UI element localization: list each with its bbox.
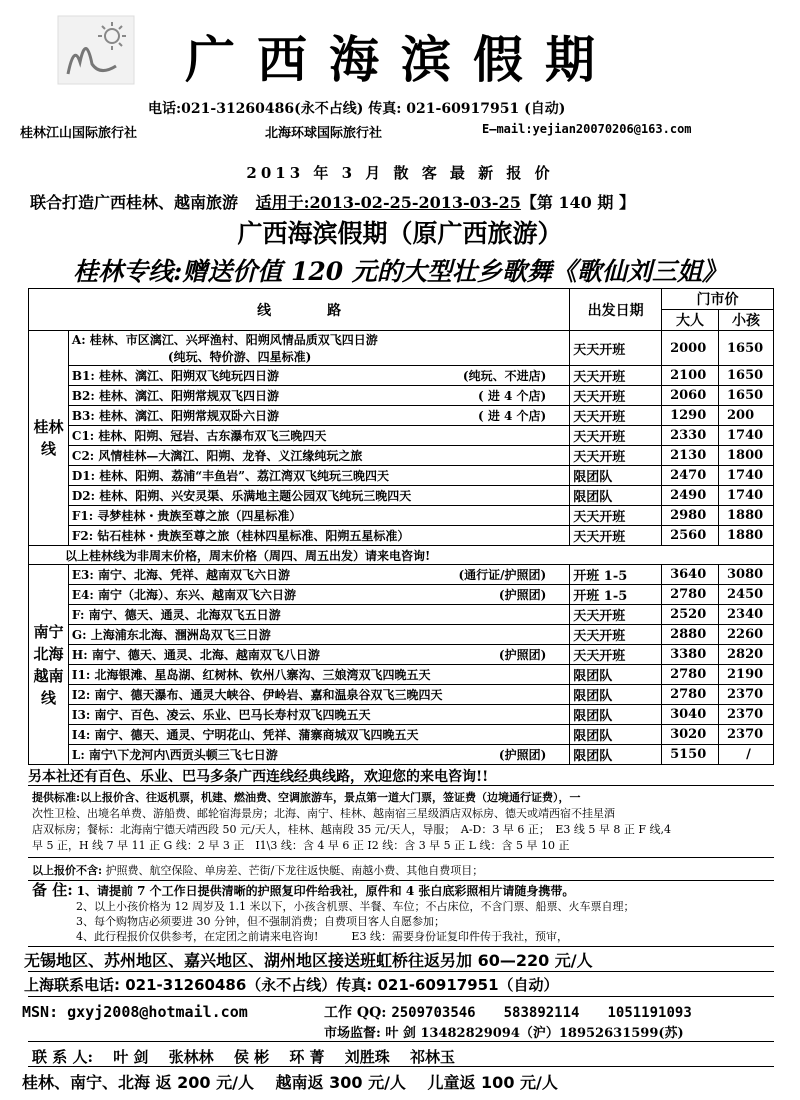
route-note: (护照团): [498, 648, 547, 662]
guilin-row: [29, 406, 774, 426]
provide-text-1: 以上报价含、往返机票，机建、燃油费、空调旅游车，景点第一道大门票，签证费（边境通行证费），一: [80, 791, 581, 804]
date-cell: 天天开班: [570, 625, 662, 645]
remark-3: 3、每个购物店必须要进 30 分钟，但不强制消费；自费项目客人自愿参加；: [76, 915, 445, 928]
route-note: [546, 706, 566, 723]
date-cell: 天天开班: [570, 366, 662, 386]
adult-price: 1290: [662, 406, 719, 426]
guilin-row: [29, 486, 774, 506]
rebate-line: 桂林、南宁、北海 返 200 元/人 越南返 300 元/人 儿童返 100 元/人: [22, 1073, 558, 1092]
route-name: C2: 风情桂林—大漓江、阳朔、龙脊、义江缘纯玩之旅: [71, 449, 363, 463]
adult-price: 2780: [662, 665, 719, 685]
south-row: [29, 725, 774, 745]
south-row: [29, 745, 774, 765]
adult-price: 3640: [662, 565, 719, 585]
route-name: I1: 北海银滩、星岛湖、红树林、钦州八寨沟、三娘湾双飞四晚五天: [71, 668, 431, 682]
adult-price: 2520: [662, 605, 719, 625]
coop-line: [30, 190, 635, 213]
adult-price: 2060: [662, 386, 719, 406]
route-note: [546, 626, 566, 643]
adult-price: 2880: [662, 625, 719, 645]
qq-numbers: 2509703546 583892114 1051191093: [391, 1005, 692, 1021]
adult-price: 2780: [662, 585, 719, 605]
route-name: L: 南宁\下龙河内\西贡头顿三飞七日游: [71, 748, 278, 762]
exclude-label: 以上报价不含:: [32, 864, 103, 877]
provide-text-2: 次性卫检、出境名单费、游船费、邮轮宿海景房；北海、南宁、桂林、越南宿三星级酒店双标房、德天或靖西宿不挂星酒: [32, 807, 615, 820]
adult-price: 3380: [662, 645, 719, 665]
date-cell: 天天开班: [570, 426, 662, 446]
more-routes: 另本社还有百色、乐业、巴马多条广西连线经典线路，欢迎您的来电咨询!!: [28, 769, 489, 785]
route-cell: [68, 625, 569, 645]
route-note: [546, 666, 566, 683]
route-cell: [68, 685, 569, 705]
email: E—mail:yejian20070206@163.com: [482, 122, 692, 136]
route-note: [546, 487, 566, 504]
qq-line: [324, 1002, 692, 1022]
adult-price: 3040: [662, 705, 719, 725]
route-cell: [68, 426, 569, 446]
exclude-line: [32, 862, 483, 878]
tel-line: 电话:021-31260486(永不占线) 传真: 021-60917951 (自动): [148, 101, 566, 117]
route-note: [546, 726, 566, 743]
date-cell: 天天开班: [570, 386, 662, 406]
south-row: [29, 645, 774, 665]
route-name: A: 桂林、市区漓江、兴坪渔村、阳朔风情品质双飞四日游: [71, 333, 378, 347]
supervisor: 市场监督: 叶 剑 13482829094（沪）18952631599(苏): [324, 1026, 684, 1041]
route-cell: [68, 725, 569, 745]
route-name: E3: 南宁、北海、凭祥、越南双飞六日游: [71, 568, 290, 582]
promo-line: 桂林专线:赠送价值 120 元的大型壮乡歌舞《歌仙刘三姐》: [73, 257, 727, 286]
date-cell: 限团队: [570, 725, 662, 745]
agency-beihai: 北海环球国际旅行社: [265, 126, 383, 141]
guilin-row: [29, 386, 774, 406]
child-price: 2370: [719, 685, 774, 705]
route-name: I4: 南宁、德天、通灵、宁明花山、凭祥、蒲寨商城双飞四晚五天: [71, 728, 419, 742]
route-note: [546, 686, 566, 703]
guilin-row: [29, 331, 774, 366]
route-note: ( 进 4 个店): [478, 389, 547, 403]
adult-price: 2780: [662, 685, 719, 705]
period-title: 2013 年 3 月 散 客 最 新 报 价: [246, 164, 554, 182]
route-name: F1: 寻梦桂林・贵族至尊之旅（四星标准）: [71, 509, 302, 523]
remark-4: 4、此行程报价仅供参考，在定团之前请来电咨询! E3 线：需要身份证复印件传于我社，预审，: [76, 930, 568, 943]
route-name: B1: 桂林、漓江、阳朔双飞纯玩四日游: [71, 369, 279, 383]
child-price: 2260: [719, 625, 774, 645]
remark-2: 2、以上小孩价格为 12 周岁及 1.1 米以下，小孩含机票、半餐、车位；不占床位，不含门票、船票、火车票自理；: [76, 900, 635, 913]
guilin-row: [29, 426, 774, 446]
child-price: 1880: [719, 526, 774, 546]
route-cell: [68, 331, 569, 366]
route-note: [546, 331, 566, 348]
south-row: [29, 605, 774, 625]
agency-guilin: 桂林江山国际旅行社: [20, 126, 138, 141]
south-row: [29, 665, 774, 685]
child-price: 1800: [719, 446, 774, 466]
route-sub: (纯玩、特价游、四星标准): [167, 350, 312, 364]
route-note: [546, 467, 566, 484]
contacts-line: 联 系 人: 叶 剑 张林林 侯 彬 环 菁 刘胜珠 祁林玉: [32, 1048, 455, 1066]
shuttle-line: 无锡地区、苏州地区、嘉兴地区、湖州地区接送班虹桥往返另加 60—220 元/人: [24, 951, 593, 970]
south-row: [29, 685, 774, 705]
route-name: C1: 桂林、阳朔、冠岩、古东瀑布双飞三晚四天: [71, 429, 327, 443]
date-cell: 开班 1-5: [570, 585, 662, 605]
weekend-notice-row: [29, 546, 774, 565]
date-cell: 开班 1-5: [570, 565, 662, 585]
col-child-header: 小孩: [719, 310, 774, 331]
date-cell: 天天开班: [570, 526, 662, 546]
route-name: D2: 桂林、阳朔、兴安灵渠、乐满地主题公园双飞纯玩三晚四天: [71, 489, 412, 503]
adult-price: 3020: [662, 725, 719, 745]
adult-price: 2980: [662, 506, 719, 526]
col-route-header: 线 路: [29, 289, 570, 331]
col-adult-header: 大人: [662, 310, 719, 331]
south-row: [29, 625, 774, 645]
child-price: 1650: [719, 331, 774, 366]
coop-text: 联合打造广西桂林、越南旅游: [30, 193, 239, 212]
child-price: 2340: [719, 605, 774, 625]
route-cell: [68, 486, 569, 506]
child-price: /: [719, 745, 774, 765]
region-label: 桂林线: [29, 331, 69, 546]
route-note: [546, 527, 566, 544]
child-price: 2370: [719, 705, 774, 725]
adult-price: 2330: [662, 426, 719, 446]
route-note: [546, 606, 566, 623]
date-cell: 限团队: [570, 745, 662, 765]
date-cell: 限团队: [570, 665, 662, 685]
child-price: 2820: [719, 645, 774, 665]
date-cell: 限团队: [570, 705, 662, 725]
adult-price: 2000: [662, 331, 719, 366]
child-price: 1740: [719, 466, 774, 486]
route-note: (通行证/护照团): [458, 568, 547, 582]
weekend-notice: 以上桂林线为非周末价格，周末价格（周四、周五出发）请来电咨询!: [29, 546, 774, 565]
route-name: G: 上海浦东北海、涠洲岛双飞三日游: [71, 628, 271, 642]
brand-title: 广西海滨假期: [185, 30, 617, 89]
guilin-row: [29, 466, 774, 486]
route-cell: [68, 386, 569, 406]
south-row: [29, 565, 774, 585]
route-cell: [68, 466, 569, 486]
route-name: F2: 钻石桂林・贵族至尊之旅（桂林四星标准、阳朔五星标准）: [71, 529, 410, 543]
route-note: (护照团): [498, 588, 547, 602]
child-price: 3080: [719, 565, 774, 585]
date-cell: 天天开班: [570, 446, 662, 466]
route-cell: [68, 645, 569, 665]
south-row: [29, 585, 774, 605]
child-price: 1740: [719, 426, 774, 446]
date-cell: 天天开班: [570, 331, 662, 366]
route-cell: [68, 705, 569, 725]
route-name: B3: 桂林、漓江、阳朔常规双卧六日游: [71, 409, 279, 423]
price-table: [28, 288, 774, 765]
route-cell: [68, 406, 569, 426]
guilin-row: [29, 506, 774, 526]
route-name: I3: 南宁、百色、凌云、乐业、巴马长寿村双飞四晚五天: [71, 708, 371, 722]
route-note: (纯玩、不进店): [462, 369, 547, 383]
child-price: 2450: [719, 585, 774, 605]
sh-contact-line: 上海联系电话: 021-31260486（永不占线）传真: 021-60917951（自动）: [24, 976, 559, 994]
provide-block: [32, 790, 671, 854]
remark-label: 备 住:: [32, 881, 73, 899]
route-cell: [68, 526, 569, 546]
route-cell: [68, 506, 569, 526]
route-cell: [68, 585, 569, 605]
child-price: 2190: [719, 665, 774, 685]
route-name: B2: 桂林、漓江、阳朔常规双飞四日游: [71, 389, 279, 403]
south-row: [29, 705, 774, 725]
date-cell: 限团队: [570, 466, 662, 486]
col-ticket-header: 门市价: [662, 289, 774, 310]
adult-price: 2130: [662, 446, 719, 466]
remark-1: 1、请提前 7 个工作日提供清晰的护照复印件给我社，原件和 4 张白底彩照相片请随身携带。: [76, 884, 575, 898]
route-note: ( 进 4 个店): [478, 409, 547, 423]
adult-price: 2470: [662, 466, 719, 486]
route-cell: [68, 745, 569, 765]
msn: MSN: gxyj2008@hotmail.com: [22, 1003, 248, 1021]
applicable-dates: 适用于:2013-02-25-2013-03-25: [255, 193, 521, 212]
guilin-row: [29, 446, 774, 466]
remark-block: [32, 883, 634, 944]
exclude-text: 护照费、航空保险、单房差、芒街/下龙往返快艇、南越小费、其他自费项目；: [105, 864, 484, 877]
route-note: [546, 427, 566, 444]
adult-price: 2560: [662, 526, 719, 546]
child-price: 1650: [719, 366, 774, 386]
region-label: 南宁北海越南线: [29, 565, 69, 765]
subtitle: 广西海滨假期（原广西旅游）: [237, 219, 563, 248]
date-cell: 天天开班: [570, 605, 662, 625]
date-cell: 限团队: [570, 685, 662, 705]
route-name: I2: 南宁、德天瀑布、通灵大峡谷、伊岭岩、嘉和温泉谷双飞三晚四天: [71, 688, 443, 702]
route-name: D1: 桂林、阳朔、荔浦“丰鱼岩”、荔江湾双飞纯玩三晚四天: [71, 469, 390, 483]
route-cell: [68, 605, 569, 625]
date-cell: 天天开班: [570, 645, 662, 665]
route-name: E4: 南宁（北海）、东兴、越南双飞六日游: [71, 588, 296, 602]
issue-number: 【第 140 期 】: [520, 193, 635, 212]
date-cell: 天天开班: [570, 406, 662, 426]
logo-icon: [56, 14, 136, 86]
guilin-row: [29, 526, 774, 546]
child-price: 1650: [719, 386, 774, 406]
route-note: (护照团): [498, 748, 547, 762]
route-cell: [68, 446, 569, 466]
date-cell: 天天开班: [570, 506, 662, 526]
child-price: 1740: [719, 486, 774, 506]
child-price: 2370: [719, 725, 774, 745]
adult-price: 2490: [662, 486, 719, 506]
adult-price: 5150: [662, 745, 719, 765]
guilin-row: [29, 366, 774, 386]
adult-price: 2100: [662, 366, 719, 386]
route-name: H: 南宁、德天、通灵、北海、越南双飞八日游: [71, 648, 320, 662]
provide-text-3: 店双标房；餐标：北海南宁德天靖西段 50 元/天人，桂林、越南段 35 元/天人，导服； A-D：3 早 6 正； E3 线 5 早 8 正 F 线,4: [32, 823, 671, 836]
route-cell: [68, 565, 569, 585]
provide-label: 提供标准:: [32, 791, 81, 804]
col-date-header: 出发日期: [570, 289, 662, 331]
route-name: F: 南宁、德天、通灵、北海双飞五日游: [71, 608, 281, 622]
route-cell: [68, 665, 569, 685]
route-note: [546, 507, 566, 524]
qq-label: 工作 QQ:: [324, 1005, 387, 1021]
route-cell: [68, 366, 569, 386]
table-header-row: [29, 289, 774, 310]
date-cell: 限团队: [570, 486, 662, 506]
child-price: 200: [719, 406, 774, 426]
provide-text-4: 早 5 正，H 线 7 早 11 正 G 线：2 早 3 正 I1\3 线：含 4 早 6 正 I2 线：含 3 早 5 正 L 线：含 5 早 10 正: [32, 839, 570, 852]
child-price: 1880: [719, 506, 774, 526]
route-note: [546, 447, 566, 464]
